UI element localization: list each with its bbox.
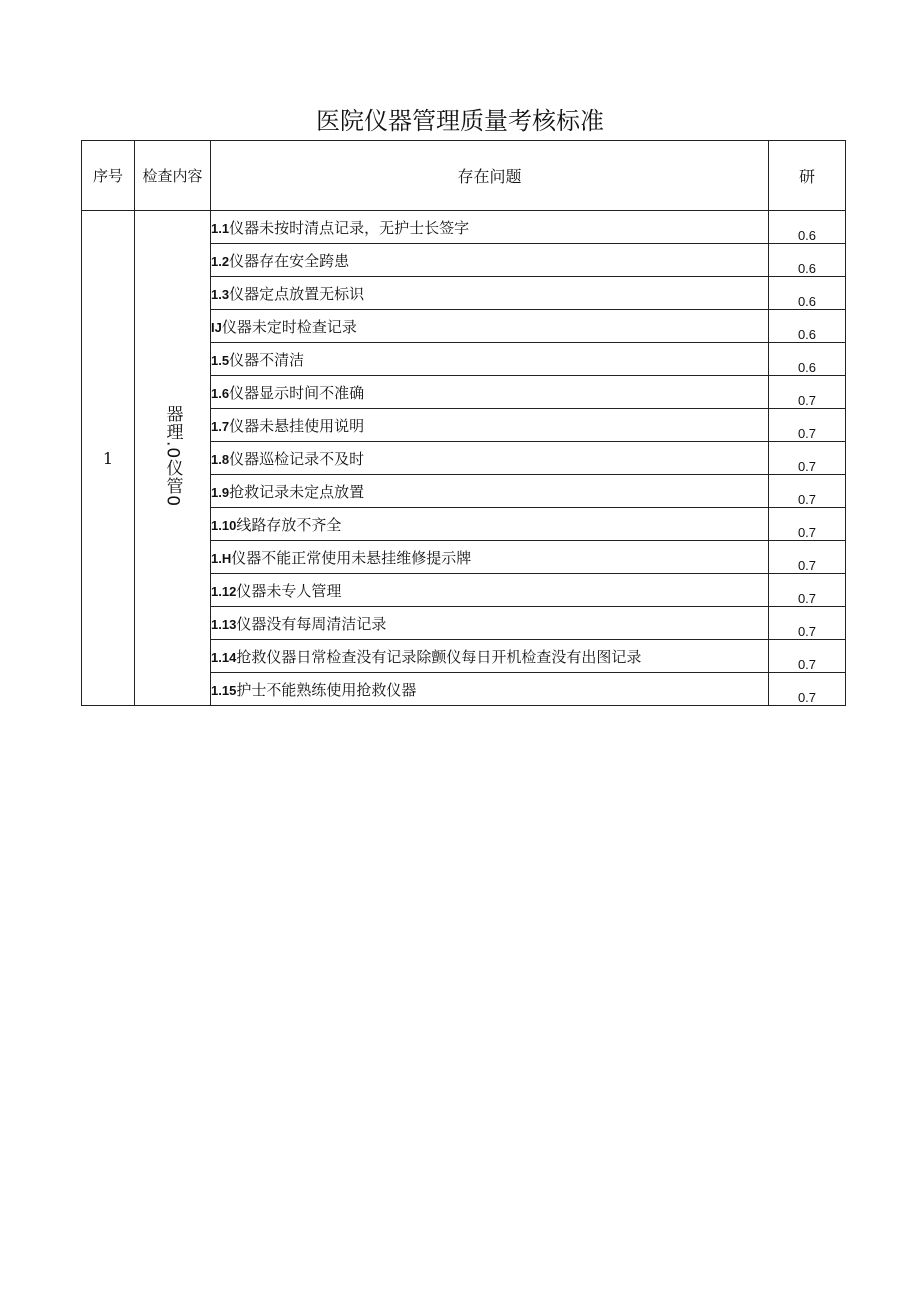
score-cell: 0.7: [769, 541, 846, 574]
score-cell: 0.7: [769, 673, 846, 706]
group-category-cell: [135, 211, 211, 706]
score-cell: 0.7: [769, 409, 846, 442]
problem-text: 仪器不清洁: [229, 350, 305, 369]
problem-number: 1.9: [211, 484, 230, 500]
problem-text: 护士不能熟练使用抢救仪器: [236, 680, 417, 699]
problem-number: 1.8: [211, 451, 230, 467]
problem-text: 仪器未定时检查记录: [221, 317, 357, 336]
problem-number: 1.2: [211, 253, 230, 269]
header-issue: 存在问题: [211, 141, 769, 211]
problem-cell: [211, 277, 769, 310]
problem-cell: [211, 640, 769, 673]
problem-text: 抢救仪器日常检查没有记录除颤仪每日开机检查没有出图记录: [236, 647, 642, 666]
table-header-row: [82, 141, 846, 211]
score-cell: 0.7: [769, 640, 846, 673]
problem-number: 1.15: [211, 682, 237, 698]
score-cell: 0.6: [769, 277, 846, 310]
assessment-table: [81, 140, 846, 706]
problem-cell: [211, 541, 769, 574]
problem-number: 1.7: [211, 418, 230, 434]
problem-text: 抢救记录未定点放置: [229, 482, 365, 501]
problem-cell: [211, 673, 769, 706]
problem-text: 仪器显示时间不准确: [229, 383, 365, 402]
score-cell: 0.6: [769, 310, 846, 343]
score-cell: 0.7: [769, 376, 846, 409]
problem-number: 1.10: [211, 517, 237, 533]
group-seq: 1: [82, 211, 135, 706]
problem-text: 仪器未悬挂使用说明: [229, 416, 365, 435]
group-category: 器理.0仪管0: [162, 404, 183, 508]
header-score: 研: [769, 141, 846, 211]
problem-cell: [211, 376, 769, 409]
problem-number: 1.H: [211, 550, 232, 566]
problem-text: 仪器定点放置无标识: [229, 284, 365, 303]
problem-text: 仪器未专人管理: [236, 581, 342, 600]
problem-cell: [211, 310, 769, 343]
problem-text: 线路存放不齐全: [236, 515, 342, 534]
header-content: 检查内容: [135, 141, 211, 211]
score-cell: 0.7: [769, 442, 846, 475]
score-cell: 0.7: [769, 508, 846, 541]
problem-number: 1.5: [211, 352, 230, 368]
problem-cell: [211, 442, 769, 475]
problem-cell: [211, 475, 769, 508]
problem-cell: [211, 244, 769, 277]
problem-text: 仪器未按时清点记录，无护士长签字: [229, 218, 470, 237]
problem-text: 仪器巡检记录不及时: [229, 449, 365, 468]
problem-cell: [211, 343, 769, 376]
problem-cell: [211, 574, 769, 607]
score-cell: 0.7: [769, 574, 846, 607]
problem-number: 1.1: [211, 220, 230, 236]
table-row: [82, 211, 846, 244]
score-cell: 0.7: [769, 607, 846, 640]
problem-cell: [211, 211, 769, 244]
problem-number: 1.12: [211, 583, 237, 599]
problem-text: 仪器没有每周清洁记录: [236, 614, 387, 633]
problem-number: 1.3: [211, 286, 230, 302]
problem-number: 1.14: [211, 649, 237, 665]
problem-number: IJ: [211, 319, 222, 335]
problem-text: 仪器存在安全跨患: [229, 251, 350, 270]
score-cell: 0.7: [769, 475, 846, 508]
problem-number: 1.6: [211, 385, 230, 401]
score-cell: 0.6: [769, 211, 846, 244]
header-seq: 序号: [82, 141, 135, 211]
score-cell: 0.6: [769, 343, 846, 376]
problem-cell: [211, 607, 769, 640]
score-cell: 0.6: [769, 244, 846, 277]
problem-text: 仪器不能正常使用未悬挂维修提示牌: [231, 548, 472, 567]
problem-number: 1.13: [211, 616, 237, 632]
problem-cell: [211, 508, 769, 541]
document-title: 医院仪器管理质量考核标准: [316, 107, 604, 135]
problem-cell: [211, 409, 769, 442]
